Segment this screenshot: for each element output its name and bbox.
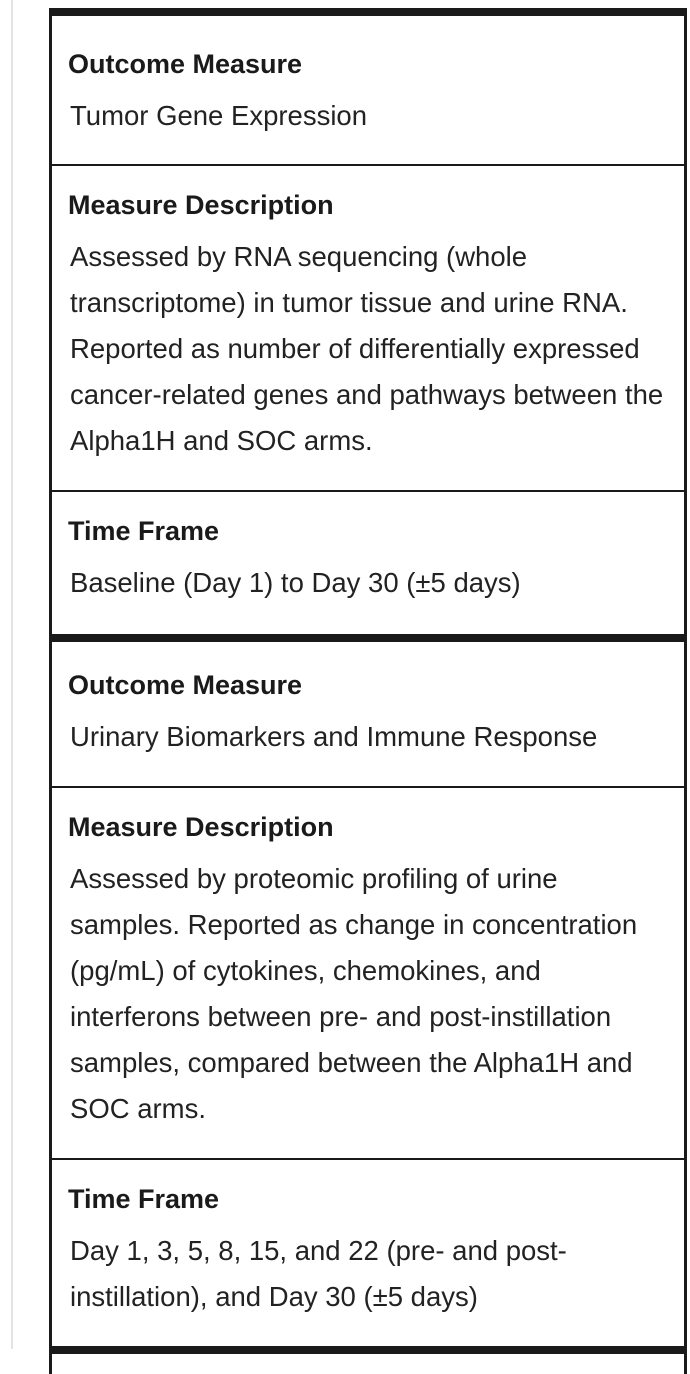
outcome-measure-value: Urinary Biomarkers and Immune Response	[70, 721, 598, 752]
next-measure-group-start	[52, 1346, 684, 1374]
time-frame-value: Baseline (Day 1) to Day 30 (±5 days)	[70, 567, 521, 598]
time-frame-cell	[52, 490, 684, 634]
time-frame-value: Day 1, 3, 5, 8, 15, and 22 (pre- and post-instillation), and Day 30 (±5 days)	[70, 1235, 567, 1312]
measure-description-value: Assessed by RNA sequencing (whole transcriptome) in tumor tissue and urine RNA. Reported as number of differentially expressed cancer-related genes and pathways between the Alpha1H and SOC arms.	[70, 241, 664, 456]
outcome-measure-label: Outcome Measure	[68, 49, 303, 79]
page-left-border	[11, 0, 13, 1349]
measure-description-label: Measure Description	[68, 190, 334, 220]
outcome-measures-table	[49, 8, 687, 1374]
measure-description-value: Assessed by proteomic profiling of urine samples. Reported as change in concentration (pg/mL) of cytokines, chemokines, and interferons between pre- and post-instillation samples, compared between the Alpha1H and SOC arms.	[70, 863, 638, 1124]
outcome-measure-cell	[52, 16, 684, 164]
measure-description-cell	[52, 164, 684, 490]
outcome-measure-group	[52, 8, 684, 634]
time-frame-label: Time Frame	[68, 516, 220, 546]
outcome-measure-group	[52, 634, 684, 1346]
outcome-measure-cell	[52, 642, 684, 786]
time-frame-label: Time Frame	[68, 1184, 220, 1214]
time-frame-cell	[52, 1158, 684, 1346]
measure-description-label: Measure Description	[68, 812, 334, 842]
measure-description-cell	[52, 786, 684, 1158]
outcome-measure-value: Tumor Gene Expression	[70, 100, 368, 131]
outcome-measure-label: Outcome Measure	[68, 670, 303, 700]
